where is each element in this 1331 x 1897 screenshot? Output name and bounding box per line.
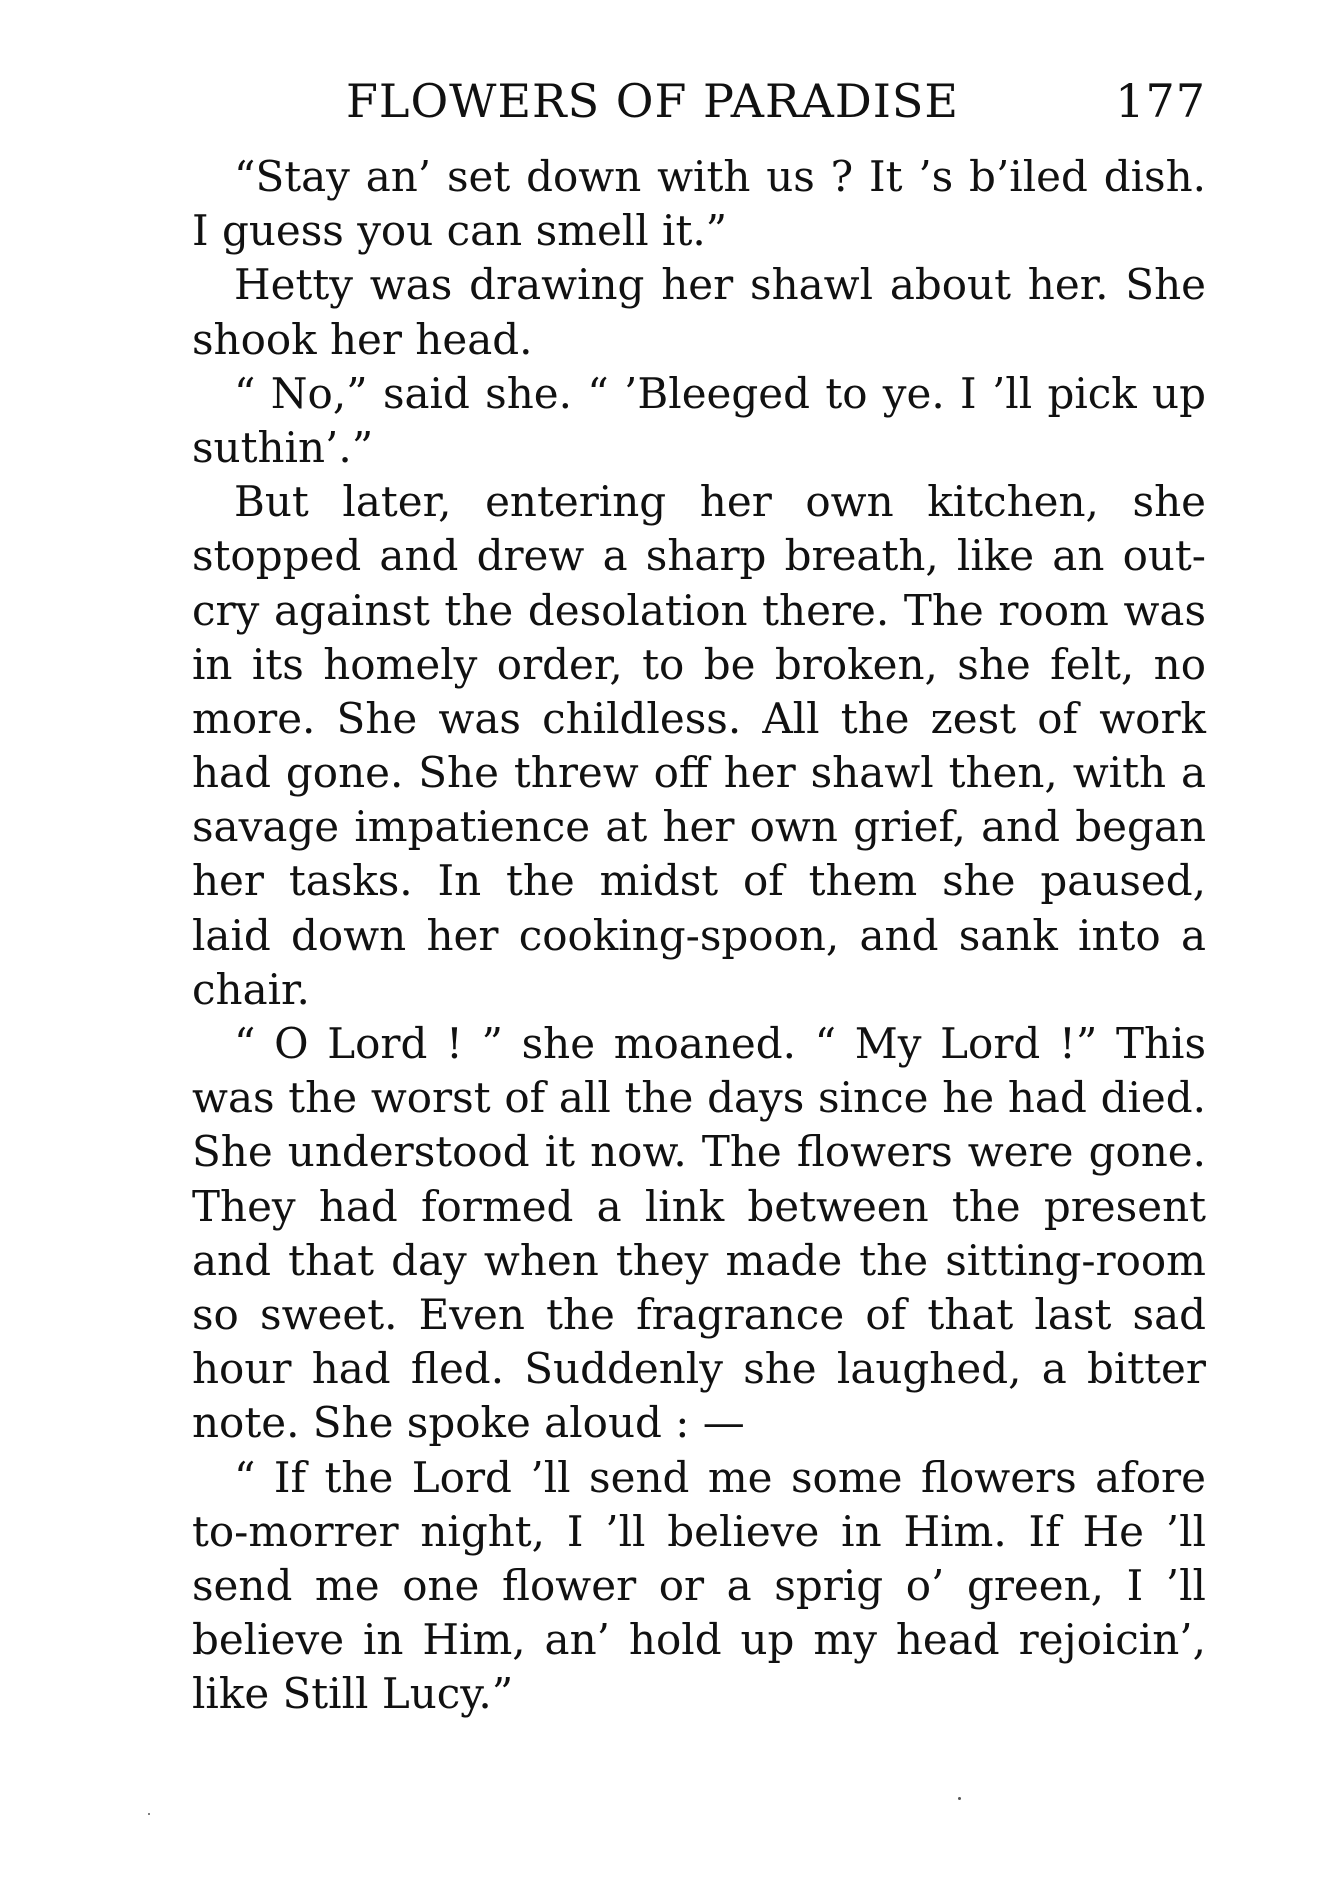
text-line: They had formed a link between the present xyxy=(192,1181,1206,1231)
text-line: her tasks. In the midst of them she paused, xyxy=(192,856,1206,906)
text-line: “Stay an’ set down with us ? It ’s b’iled dish. xyxy=(234,152,1206,201)
text-line: so sweet. Even the fragrance of that last sad xyxy=(192,1289,1206,1339)
running-title: FLOWERS OF PARADISE xyxy=(346,74,960,128)
text-line: and that day when they made the sitting-room xyxy=(192,1235,1206,1285)
print-speck xyxy=(958,1797,961,1800)
text-line: note. She spoke aloud : — xyxy=(192,1398,745,1448)
text-line: had gone. She threw off her shawl then, with a xyxy=(192,748,1206,798)
text-line: She understood it now. The flowers were gone. xyxy=(192,1127,1206,1177)
text-line: “ No,” said she. “ ’Bleeged to ye. I ’ll pick up xyxy=(234,368,1206,418)
text-line: “ O Lord ! ” she moaned. “ My Lord !” This xyxy=(234,1019,1206,1068)
page-number: 177 xyxy=(1115,74,1206,128)
text-line: like Still Lucy.” xyxy=(192,1669,514,1719)
text-line: laid down her cooking-spoon, and sank into a xyxy=(192,910,1206,960)
text-line: Hetty was drawing her shawl about her. She xyxy=(234,260,1206,310)
text-line: more. She was childless. All the zest of work xyxy=(192,693,1206,743)
text-line: cry against the desolation there. The room was xyxy=(192,585,1206,635)
text-line: chair. xyxy=(192,964,310,1014)
text-line: But later, entering her own kitchen, she xyxy=(234,477,1206,527)
text-line: believe in Him, an’ hold up my head rejoicin’, xyxy=(192,1615,1206,1665)
text-line: in its homely order, to be broken, she felt, no xyxy=(192,639,1206,689)
text-line: stopped and drew a sharp breath, like an out- xyxy=(192,531,1206,581)
text-line: “ If the Lord ’ll send me some flowers afore xyxy=(234,1452,1206,1502)
body-text xyxy=(192,150,1206,1721)
text-line: to-morrer night, I ’ll believe in Him. If He ’ll xyxy=(192,1506,1206,1556)
text-line: was the worst of all the days since he had died. xyxy=(192,1073,1206,1123)
text-line: savage impatience at her own grief, and began xyxy=(192,802,1206,852)
text-line: shook her head. xyxy=(192,314,533,364)
text-line: I guess you can smell it.” xyxy=(192,206,728,256)
print-speck xyxy=(148,1813,150,1815)
text-line: suthin’.” xyxy=(192,422,374,472)
text-line: hour had fled. Suddenly she laughed, a bitter xyxy=(192,1344,1206,1394)
text-line: send me one flower or a sprig o’ green, I ’ll xyxy=(192,1560,1206,1610)
running-head xyxy=(192,74,1206,134)
